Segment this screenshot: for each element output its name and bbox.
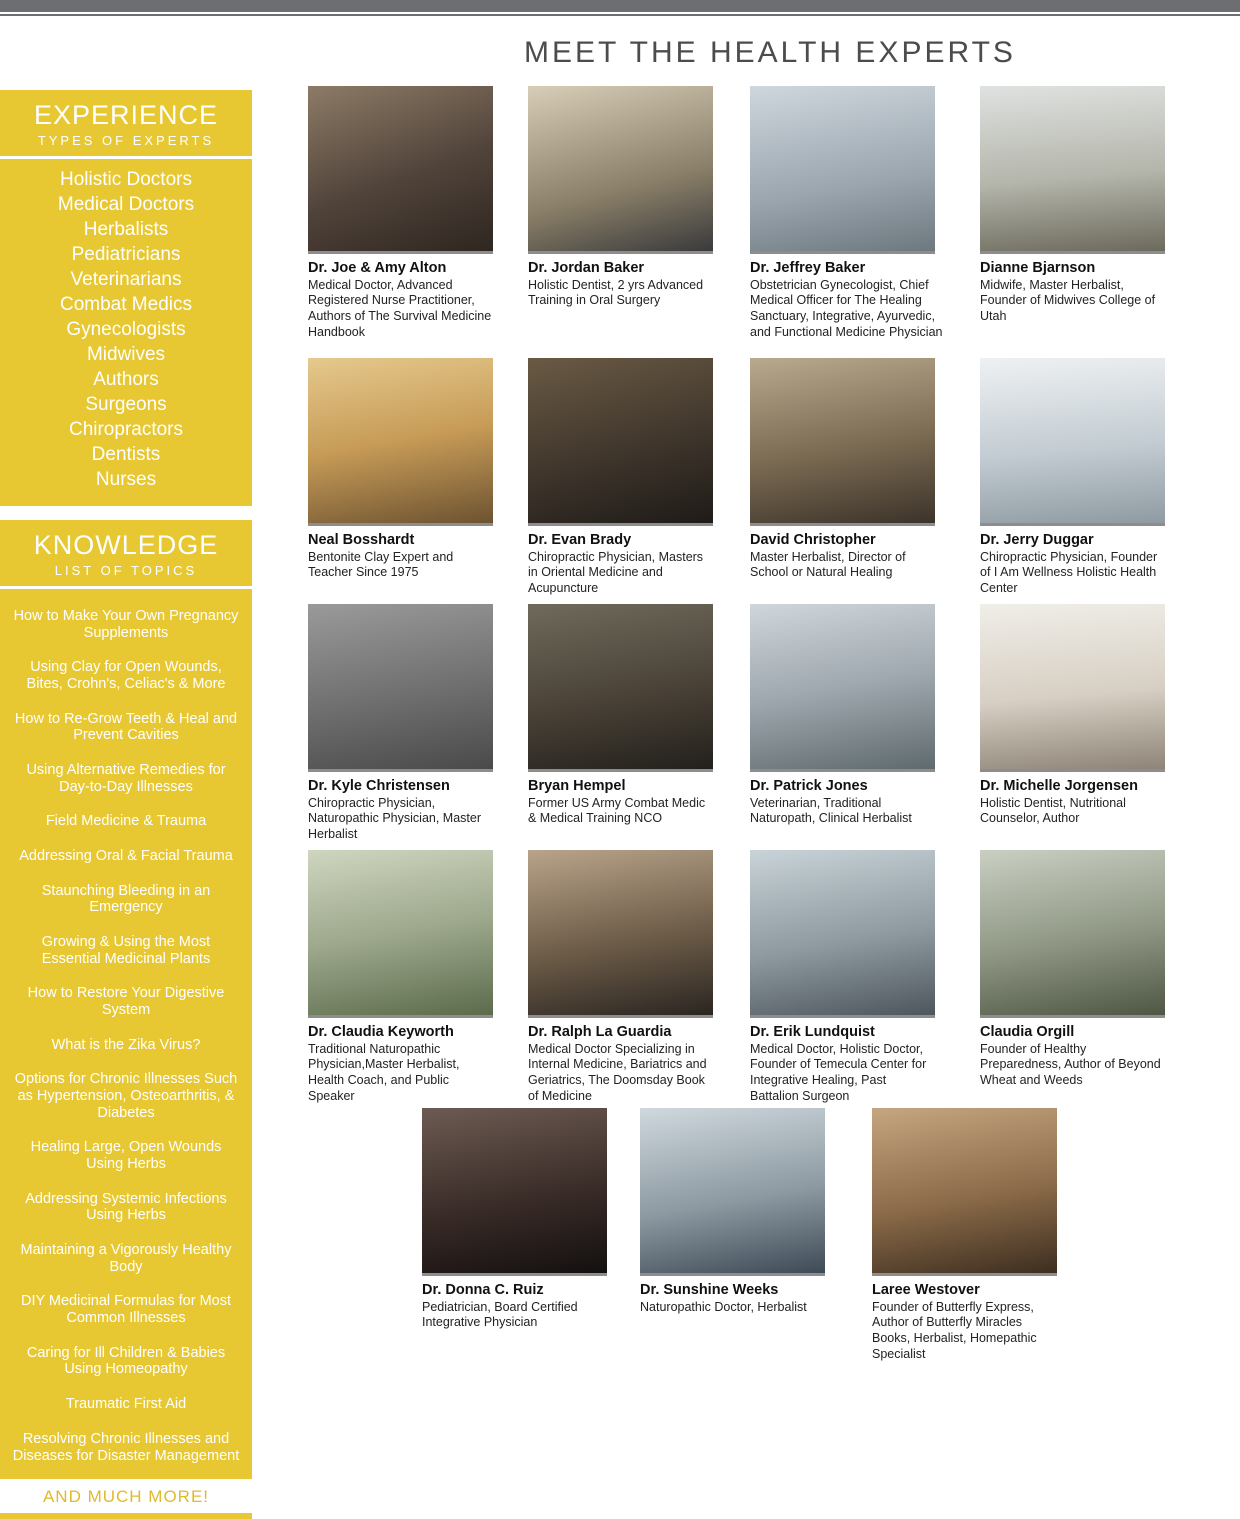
list-item: What is the Zika Virus? — [51, 1036, 201, 1053]
list-item: How to Re-Grow Teeth & Heal and Prevent Cavities — [14, 710, 238, 744]
list-item: Addressing Systemic Infections Using Herbs — [25, 1190, 227, 1224]
expert-card — [750, 850, 935, 1104]
knowledge-subheading: LIST OF TOPICS — [54, 563, 198, 578]
expert-name: David Christopher — [750, 532, 876, 548]
expert-bio: Holistic Dentist, Nutritional Counselor, Author — [980, 795, 1126, 826]
expert-name: Dianne Bjarnson — [980, 260, 1096, 276]
expert-photo — [980, 86, 1165, 254]
expert-card — [308, 850, 493, 1104]
expert-name: Dr. Joe & Amy Alton — [308, 260, 447, 276]
list-item: Growing & Using the Most Essential Medicinal Plants — [41, 934, 211, 967]
expert-bio: Chiropractic Physician, Founder of I Am Wellness Holistic Health Center — [980, 549, 1158, 595]
expert-card — [308, 604, 493, 843]
expert-bio: Traditional Naturopathic Physician,Master Herbalist, Health Coach, and Public Speaker — [308, 1041, 460, 1103]
knowledge-header — [0, 520, 252, 586]
list-item: Resolving Chronic Illnesses and Diseases for Disaster Management — [12, 1430, 240, 1464]
expert-card — [980, 604, 1165, 827]
expert-name: Dr. Jeffrey Baker — [750, 260, 866, 276]
expert-card — [750, 86, 943, 340]
list-item: Addressing Oral & Facial Trauma — [19, 848, 233, 865]
expert-name: Dr. Jordan Baker — [528, 260, 645, 276]
expert-name: Dr. Patrick Jones — [750, 778, 868, 794]
expert-bio: Medical Doctor Specializing in Internal Medicine, Bariatrics and Geriatrics, The Doomsday Book of Medicine — [528, 1041, 707, 1103]
expert-bio: Medical Doctor, Advanced Registered Nurse Practitioner, Authors of The Survival Medicine Handbook — [308, 277, 492, 339]
list-item: How to Make Your Own Pregnancy Supplements — [13, 608, 239, 641]
list-item: Medical Doctors — [57, 194, 195, 215]
knowledge-heading: KNOWLEDGE — [33, 530, 219, 560]
list-item: Dentists — [91, 444, 161, 465]
expert-name: Dr. Donna C. Ruiz — [422, 1282, 544, 1298]
knowledge-items — [0, 589, 252, 1479]
expert-card — [640, 1108, 825, 1315]
page-title: MEET THE HEALTH EXPERTS — [524, 36, 1016, 69]
expert-photo — [308, 850, 493, 1018]
expert-photo — [308, 86, 493, 254]
list-item: Chiropractors — [68, 419, 184, 440]
expert-name: Claudia Orgill — [980, 1024, 1075, 1040]
list-item: Authors — [93, 369, 159, 390]
list-item: Combat Medics — [60, 294, 192, 315]
expert-name: Dr. Sunshine Weeks — [640, 1282, 779, 1298]
expert-name: Bryan Hempel — [528, 778, 626, 794]
experience-subheading: TYPES OF EXPERTS — [37, 133, 215, 148]
expert-name: Dr. Kyle Christensen — [308, 778, 450, 794]
knowledge-panel — [0, 520, 252, 1519]
expert-card — [750, 358, 935, 581]
list-item: Holistic Doctors — [60, 169, 192, 190]
list-item: Maintaining a Vigorously Healthy Body — [20, 1242, 232, 1275]
expert-bio: Holistic Dentist, 2 yrs Advanced Training in Oral Surgery — [528, 277, 704, 308]
expert-photo — [528, 604, 713, 772]
expert-photo — [980, 850, 1165, 1018]
expert-bio: Veterinarian, Traditional Naturopath, Clinical Herbalist — [750, 795, 912, 826]
expert-card — [528, 358, 713, 597]
expert-name: Dr. Erik Lundquist — [750, 1024, 875, 1040]
list-item: Nurses — [95, 469, 157, 490]
expert-bio: Pediatrician, Board Certified Integrative Physician — [422, 1299, 578, 1330]
expert-photo — [750, 604, 935, 772]
list-item: Gynecologists — [66, 319, 186, 340]
expert-name: Dr. Michelle Jorgensen — [980, 778, 1138, 794]
list-item: Surgeons — [85, 394, 167, 415]
expert-card — [980, 850, 1165, 1089]
expert-photo — [528, 850, 713, 1018]
expert-name: Neal Bosshardt — [308, 532, 415, 548]
expert-bio: Midwife, Master Herbalist, Founder of Midwives College of Utah — [980, 277, 1156, 323]
list-item: Pediatricians — [71, 244, 181, 265]
experience-heading: EXPERIENCE — [33, 100, 219, 130]
expert-card — [980, 86, 1165, 325]
expert-card — [750, 604, 935, 827]
top-rule — [0, 14, 1240, 16]
expert-name: Dr. Evan Brady — [528, 532, 632, 548]
experience-panel — [0, 90, 252, 506]
list-item: Options for Chronic Illnesses Such as Hypertension, Osteoarthritis, & Diabetes — [14, 1071, 238, 1121]
expert-bio: Obstetrician Gynecologist, Chief Medical Officer for The Healing Sanctuary, Integrative, Ayurvedic, and Functional Medicine Physician — [750, 277, 943, 339]
expert-photo — [640, 1108, 825, 1276]
much-more-label: AND MUCH MORE! — [0, 1479, 252, 1513]
expert-photo — [872, 1108, 1057, 1276]
expert-bio: Chiropractic Physician, Naturopathic Physician, Master Herbalist — [308, 795, 481, 841]
sidebar-footer-bar — [0, 1513, 252, 1519]
expert-bio: Founder of Butterfly Express, Author of Butterfly Miracles Books, Herbalist, Homepathic Specialist — [872, 1299, 1037, 1361]
expert-card — [422, 1108, 607, 1331]
expert-card — [980, 358, 1165, 597]
expert-card — [872, 1108, 1057, 1362]
list-item: How to Restore Your Digestive System — [27, 985, 225, 1019]
expert-card — [308, 86, 493, 340]
list-item: Midwives — [86, 344, 166, 365]
expert-bio: Chiropractic Physician, Masters in Oriental Medicine and Acupuncture — [528, 549, 704, 595]
expert-card — [528, 86, 713, 309]
list-item: Using Alternative Remedies for Day-to-Day Illnesses — [26, 762, 226, 795]
expert-photo — [750, 850, 935, 1018]
list-item: Veterinarians — [70, 269, 182, 290]
list-item: Field Medicine & Trauma — [45, 813, 207, 830]
top-bar — [0, 0, 1240, 12]
expert-photo — [750, 358, 935, 526]
expert-photo — [308, 358, 493, 526]
expert-name: Laree Westover — [872, 1282, 980, 1298]
expert-photo — [308, 604, 493, 772]
expert-name: Dr. Claudia Keyworth — [308, 1024, 454, 1040]
list-item: Staunching Bleeding in an Emergency — [41, 882, 211, 916]
expert-photo — [422, 1108, 607, 1276]
expert-card — [528, 604, 713, 827]
expert-bio: Former US Army Combat Medic & Medical Training NCO — [528, 795, 706, 826]
panel-gap — [0, 506, 252, 520]
list-item: DIY Medicinal Formulas for Most Common Illnesses — [20, 1293, 232, 1327]
expert-photo — [750, 86, 935, 254]
expert-photo — [528, 86, 713, 254]
expert-card — [528, 850, 713, 1104]
list-item: Healing Large, Open Wounds Using Herbs — [30, 1139, 222, 1173]
list-item: Caring for Ill Children & Babies Using Homeopathy — [26, 1344, 226, 1378]
experience-items — [0, 159, 252, 506]
experience-header — [0, 90, 252, 156]
list-item: Using Clay for Open Wounds, Bites, Crohn's, Celiac's & More — [26, 659, 226, 693]
expert-photo — [528, 358, 713, 526]
expert-name: Dr. Jerry Duggar — [980, 532, 1094, 548]
expert-bio: Medical Doctor, Holistic Doctor, Founder of Temecula Center for Integrative Healing, Past Battalion Surgeon — [750, 1041, 927, 1103]
list-item: Traumatic First Aid — [65, 1396, 187, 1413]
expert-bio: Founder of Healthy Preparedness, Author of Beyond Wheat and Weeds — [980, 1041, 1161, 1087]
sidebar — [0, 90, 252, 1519]
expert-bio: Bentonite Clay Expert and Teacher Since 1975 — [308, 549, 454, 580]
expert-photo — [980, 604, 1165, 772]
expert-card — [308, 358, 493, 581]
list-item: Herbalists — [83, 219, 169, 240]
expert-bio: Master Herbalist, Director of School or Natural Healing — [750, 549, 906, 580]
expert-bio: Naturopathic Doctor, Herbalist — [640, 1299, 807, 1314]
expert-photo — [980, 358, 1165, 526]
expert-name: Dr. Ralph La Guardia — [528, 1024, 672, 1040]
